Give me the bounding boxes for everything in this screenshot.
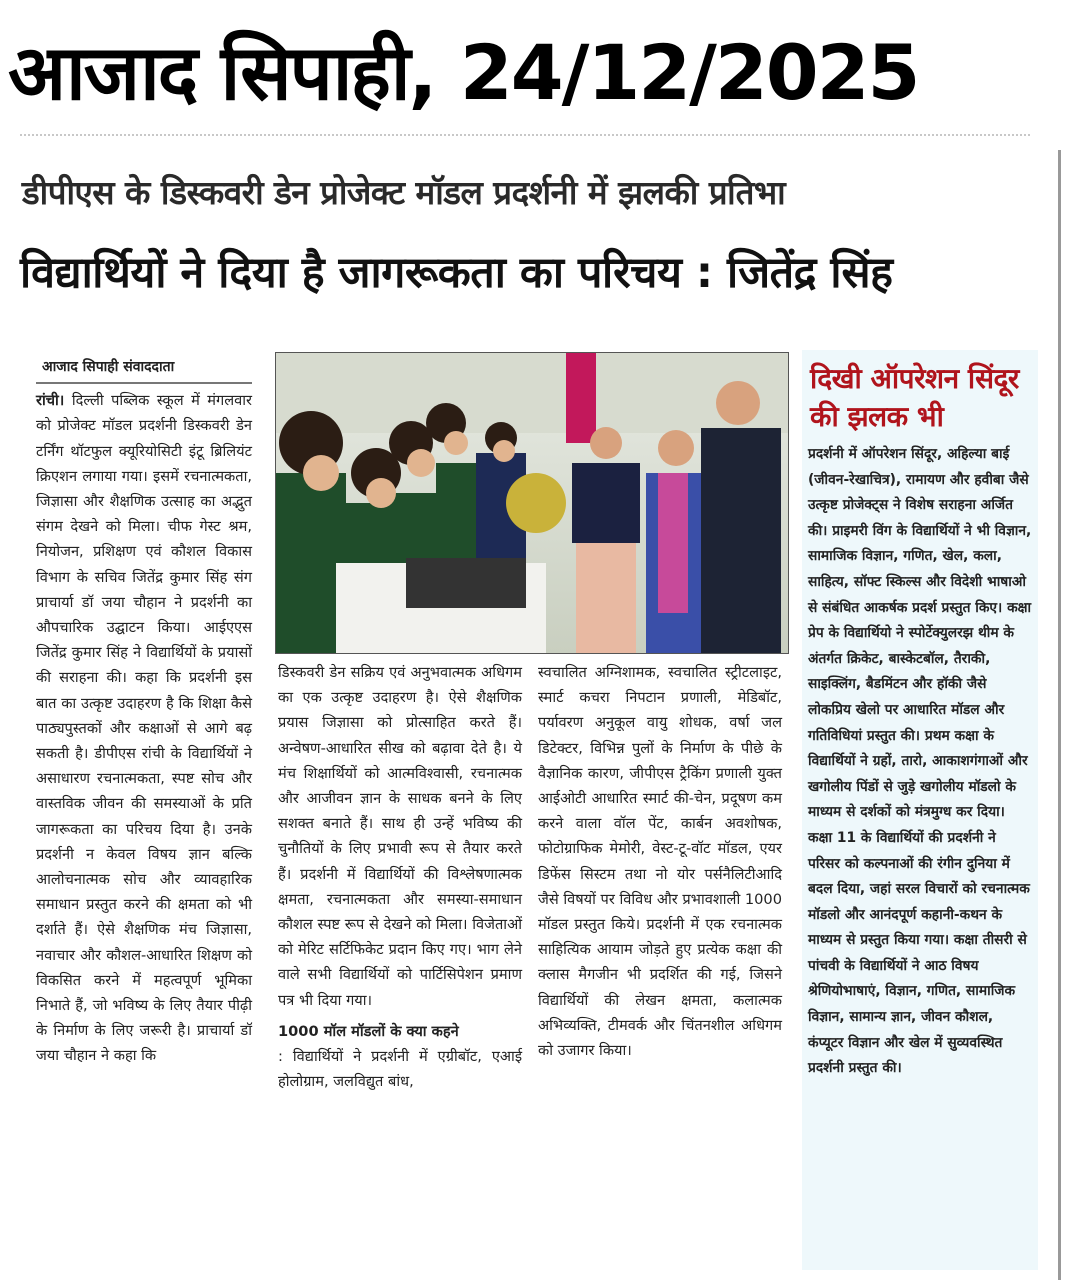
newspaper-masthead: आजाद सिपाही, 24/12/2025 [8,28,919,117]
masthead-divider [20,134,1030,140]
event-photo [275,352,789,654]
article-column-1 [36,355,252,1069]
main-headline: विद्यार्थियों ने दिया है जागरूकता का परिचय : जितेंद्र सिंह [20,248,893,298]
dateline: रांची। [36,392,65,410]
column-1-body: दिल्ली पब्लिक स्कूल में मंगलवार को प्रोजेक्ट मॉडल प्रदर्शनी डिस्कवरी डेन टर्निंग थॉटफुल क्यूरियोसिटी इंटू ब्रिलियंट क्रिएशन लगाया गया। इसमें रचनात्मकता, जिज्ञासा और शैक्षणिक उत्साह का अद्भुत संगम देखने को मिला। चीफ गेस्ट श्रम, नियोजन, प्रशिक्षण एवं कौशल विकास विभाग के सचिव जितेंद्र कुमार सिंह संग प्राचार्या डॉ जया चौहान ने प्रदर्शनी का औपचारिक उद्घाटन किया। आईएएस जितेंद्र कुमार सिंह ने विद्यार्थियों के प्रयासों की सराहना की। कहा कि प्रदर्शनी इस बात का उत्कृष्ट उदाहरण है कि शिक्षा कैसे पाठ्यपुस्तकों और कक्षाओं से आगे बढ़ सकती है। डीपीएस रांची के विद्यार्थियों ने असाधारण रचनात्मकता, स्पष्ट सोच और वास्तविक जीवन की समस्याओं के प्रति जागरूकता का परिचय दिया है। उनके प्रदर्शनी न केवल विषय ज्ञान बल्कि आलोचनात्मक सोच और व्यावहारिक समाधान प्रस्तुत करने की क्षमता को भी दर्शाते हैं। ऐसे शैक्षणिक मंच जिज्ञासा, नवाचार और कौशल-आधारित शिक्षण को विकसित करने में महत्वपूर्ण भूमिका निभाते हैं, जो भविष्य के लिए तैयार पीढ़ी के निर्माण के लिए जरूरी है। प्राचार्या डॉ जया चौहान ने कहा कि [36,392,252,1065]
kicker-headline: डीपीएस के डिस्कवरी डेन प्रोजेक्ट मॉडल प्रदर्शनी में झलकी प्रतिभा [22,173,786,212]
sidebar-body: प्रदर्शनी में ऑपरेशन सिंदूर, अहिल्या बाई (जीवन-रेखाचित्र), रामायण और हवीबा जैसे उत्कृष्ट प्रोजेक्ट्स ने विशेष सराहना अर्जित की। प्राइमरी विंग के विद्यार्थियों ने भी विज्ञान, सामाजिक विज्ञान, गणित, खेल, कला, साहित्य, सॉफ्ट स्किल्स और विदेशी भाषाओ से संबंधित आकर्षक प्रदर्श प्रस्तुत किए। कक्षा प्रेप के विद्यार्थियो ने स्पोर्टेक्युलरझ थीम के अंतर्गत क्रिकेट, बास्केटबॉल, तैराकी, साइक्लिंग, बैडमिंटन और हॉकी जैसे लोकप्रिय खेलो पर आधारित मॉडल और गतिविधियां प्रस्तुत की। प्रथम कक्षा के विद्यार्थियों ने ग्रहों, तारो, आकाशगंगाओं और खगोलीय पिंडों से जुड़े खगोलीय मॉडलो के माध्यम से दर्शकों को मंत्रमुग्ध कर दिया। कक्षा 11 के विद्यार्थियों की प्रदर्शनी ने परिसर को कल्पनाओं की रंगीन दुनिया में बदल दिया, जहां सरल विचारों को रचनात्मक मॉडलो और आनंदपूर्ण कहानी-कथन के माध्यम से प्रस्तुत किया गया। कक्षा तीसरी से पांचवी के विद्यार्थियों ने आठ विषय श्रेणियोभाषाएं, विज्ञान, गणित, सामाजिक विज्ञान, सामान्य ज्ञान, जीवन कौशल, कंप्यूटर विज्ञान और खेल में सुव्यवस्थित प्रदर्शनी प्रस्तुत की। [808,446,1032,1077]
byline [36,355,252,384]
column-3-body: स्वचालित अग्निशामक, स्वचालित स्ट्रीटलाइट, स्मार्ट कचरा निपटान प्रणाली, मेडिबॉट, पर्यावरण अनुकूल वायु शोधक, वर्षा जल डिटेक्टर, विभिन्न पुलों के निर्माण के पीछे के वैज्ञानिक कारण, जीपीएस ट्रैकिंग प्रणाली युक्त आईओटी आधारित स्मार्ट की-चेन, प्रदूषण कम करने वाला वॉल पेंट, कार्बन अवशोषक, फोटोग्राफिक मेमोरी, वेस्ट-टू-वॉट मॉडल, एयर डिफेंस सिस्टम तथा नो योर पर्सनैलिटीआदि जैसे विषयों पर विविध और प्रभावशाली 1000 मॉडल प्रस्तुत किये। प्रदर्शनी में एक रचनात्मक साहित्यिक आयाम जोड़ते हुए प्रत्येक कक्षा की क्लास मैगजीन भी प्रदर्शित की गई, जिसने विद्यार्थियों की लेखन क्षमता, कलात्मक अभिव्यक्ति, टीमवर्क और चिंतनशील अधिगम को उजागर किया। [538,664,782,1060]
article-column-2 [278,660,522,1094]
page-edge-rule [1058,150,1061,1280]
sidebar-box [802,350,1038,1270]
event-photo-illustration [276,353,788,653]
column-2-body: डिस्कवरी डेन सक्रिय एवं अनुभवात्मक अधिगम का एक उत्कृष्ट उदाहरण है। ऐसे शैक्षणिक प्रयास जिज्ञासा को प्रोत्साहित करते हैं। अन्वेषण-आधारित सीख को बढ़ावा देते है। ये मंच शिक्षार्थियों को आत्मविश्वासी, रचनात्मक और आजीवन ज्ञान के साधक बनने के लिए सशक्त बनाते हैं। साथ ही उन्हें भविष्य की चुनौतियों के लिए प्रभावी रूप से तैयार करते हैं। प्रदर्शनी में विद्यार्थियों की विश्लेषणात्मक क्षमता, रचनात्मकता और समस्या-समाधान कौशल स्पष्ट रूप से देखने को मिला। विजेताओं को मेरिट सर्टिफिकेट प्रदान किए गए। भाग लेने वाले सभी विद्यार्थियों को पार्टिसिपेशन प्रमाण पत्र भी दिया गया। [278,664,522,1009]
byline-text: आजाद सिपाही संवाददाता [42,359,175,375]
subheading: 1000 मॉल मॉडलों के क्या कहने [278,1022,459,1040]
article-column-3 [538,660,782,1063]
sidebar-title: दिखी ऑपरेशन सिंदूर की झलक भी [810,362,1019,433]
column-2-tail: : विद्यार्थियों ने प्रदर्शनी में एग्रीबॉट, एआई होलोग्राम, जलविद्युत बांध, [278,1048,522,1091]
column-1-text [36,388,252,1068]
